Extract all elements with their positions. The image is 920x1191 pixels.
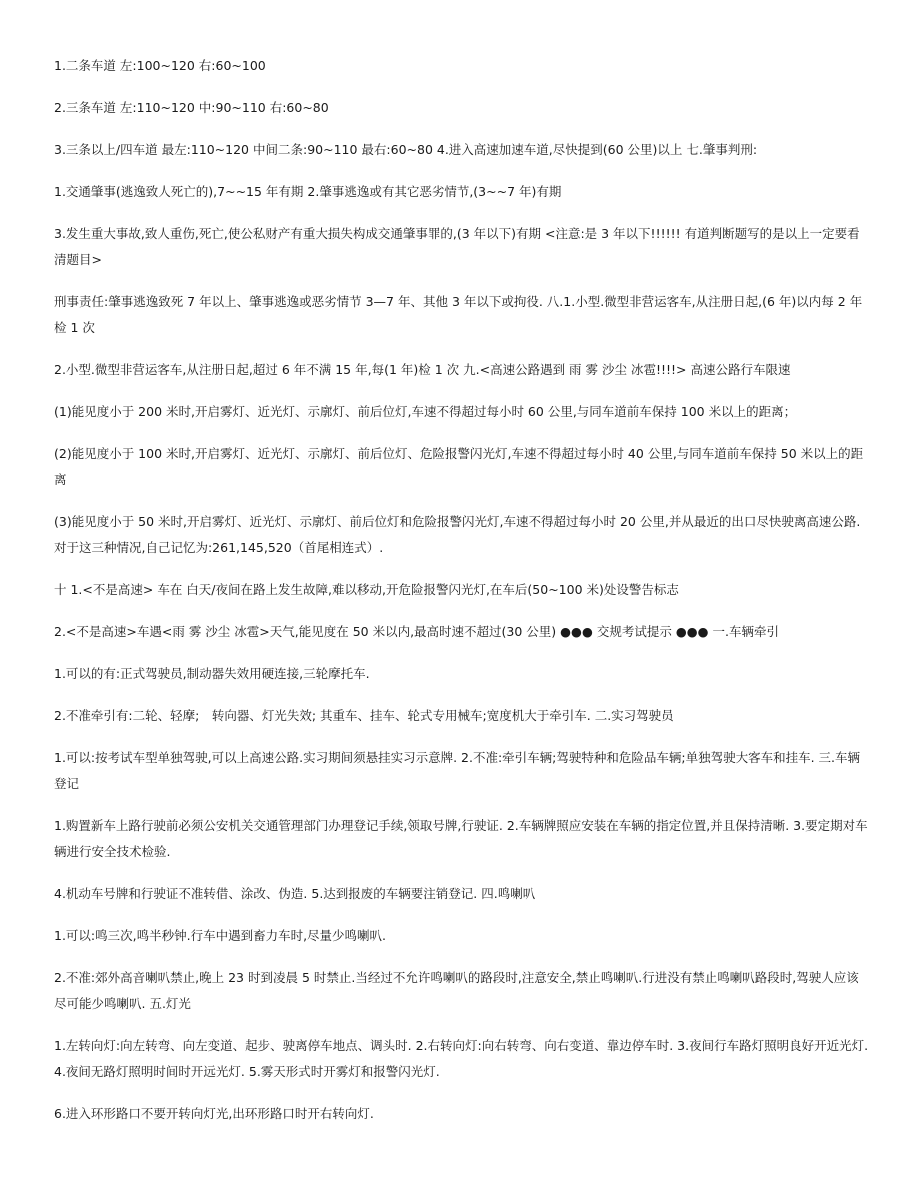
paragraph-13: 1.可以的有:正式驾驶员,制动器失效用硬连接,三轮摩托车. <box>54 666 370 681</box>
paragraph-17: 4.机动车号牌和行驶证不准转借、涂改、伪造. 5.达到报废的车辆要注销登记. 四.鸣喇叭 <box>54 886 536 901</box>
paragraph-16: 1.购置新车上路行驶前必须公安机关交通管理部门办理登记手续,领取号牌,行驶证. 2.车辆牌照应安装在车辆的指定位置,并且保持清晰. 3.要定期对车辆进行安全技术检验. <box>54 818 868 859</box>
paragraph-10: (3)能见度小于 50 米时,开启雾灯、近光灯、示廓灯、前后位灯和危险报警闪光灯,车速不得超过每小时 20 公里,并从最近的出口尽快驶离高速公路.对于这三种情况,自己记忆为:261,145,520（首尾相连式）. <box>54 514 861 555</box>
paragraph-6: 刑事责任:肇事逃逸致死 7 年以上、肇事逃逸或恶劣情节 3—7 年、其他 3 年以下或拘役. 八.1.小型.微型非营运客车,从注册日起,(6 年)以内每 2 年检 1 次 <box>54 294 863 335</box>
paragraph-7: 2.小型.微型非营运客车,从注册日起,超过 6 年不满 15 年,每(1 年)检 1 次 九.<高速公路遇到 雨 雾 沙尘 冰雹!!!!> 高速公路行车限速 <box>54 362 791 377</box>
paragraph-14: 2.不准牵引有:二轮、轻摩; 转向器、灯光失效; 其重车、挂车、轮式专用械车;宽度机大于牵引车. 二.实习驾驶员 <box>54 708 674 723</box>
paragraph-12: 2.<不是高速>车遇<雨 雾 沙尘 冰雹>天气,能见度在 50 米以内,最高时速不超过(30 公里) ●●● 交规考试提示 ●●● 一.车辆牵引 <box>54 624 779 639</box>
paragraph-20: 1.左转向灯:向左转弯、向左变道、起步、驶离停车地点、调头时. 2.右转向灯:向右转弯、向右变道、靠边停车时. 3.夜间行车路灯照明良好开近光灯. 4.夜间无路灯照明时间时开远光灯. 5.雾天形式时开雾灯和报警闪光灯. <box>54 1038 869 1079</box>
paragraph-5: 3.发生重大事故,致人重伤,死亡,使公私财产有重大损失构成交通肇事罪的,(3 年以下)有期 <注意:是 3 年以下!!!!!! 有道判断题写的是以上一定要看清题目> <box>54 226 860 267</box>
paragraph-8: (1)能见度小于 200 米时,开启雾灯、近光灯、示廓灯、前后位灯,车速不得超过每小时 60 公里,与同车道前车保持 100 米以上的距离； <box>54 404 797 419</box>
paragraph-1: 1.二条车道 左:100~120 右:60~100 <box>54 58 266 73</box>
paragraph-4: 1.交通肇事(逃逸致人死亡的),7~~15 年有期 2.肇事逃逸或有其它恶劣情节,(3~~7 年)有期 <box>54 184 562 199</box>
paragraph-2: 2.三条车道 左:110~120 中:90~110 右:60~80 <box>54 100 329 115</box>
paragraph-18: 1.可以:鸣三次,鸣半秒钟.行车中遇到畜力车时,尽量少鸣喇叭. <box>54 928 387 943</box>
paragraph-9: (2)能见度小于 100 米时,开启雾灯、近光灯、示廓灯、前后位灯、危险报警闪光灯,车速不得超过每小时 40 公里,与同车道前车保持 50 米以上的距离 <box>54 446 864 487</box>
paragraph-3: 3.三条以上/四车道 最左:110~120 中间二条:90~110 最右:60~80 4.进入高速加速车道,尽快提到(60 公里)以上 七.肇事判刑: <box>54 142 758 157</box>
paragraph-19: 2.不准:郊外高音喇叭禁止,晚上 23 时到凌晨 5 时禁止.当经过不允许鸣喇叭的路段时,注意安全,禁止鸣喇叭.行进没有禁止鸣喇叭路段时,驾驶人应该尽可能少鸣喇叭. 五.灯光 <box>54 970 859 1011</box>
paragraph-15: 1.可以:按考试车型单独驾驶,可以上高速公路.实习期间须悬挂实习示意牌. 2.不准:牵引车辆;驾驶特种和危险品车辆;单独驾驶大客车和挂车. 三.车辆登记 <box>54 750 861 791</box>
paragraph-11: 十 1.<不是高速> 车在 白天/夜间在路上发生故障,难以移动,开危险报警闪光灯,在车后(50~100 米)处设警告标志 <box>54 582 679 597</box>
paragraph-21: 6.进入环形路口不要开转向灯光,出环形路口时开右转向灯. <box>54 1106 374 1121</box>
document-page <box>54 53 869 1143</box>
